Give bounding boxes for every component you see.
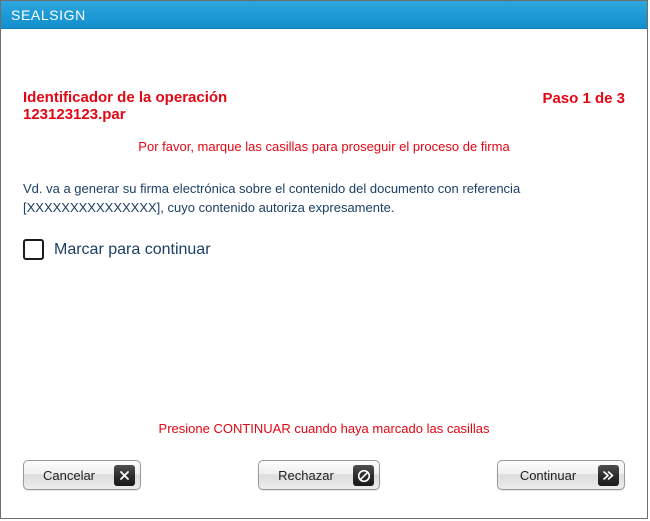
operation-identifier-value: 123123123.par [23,106,126,123]
reject-button[interactable] [258,460,380,490]
double-chevron-right-icon [598,465,619,486]
continue-checkbox-label[interactable]: Marcar para continuar [54,240,211,258]
window-titlebar [1,1,647,29]
no-entry-icon [353,465,374,486]
description-text [23,179,623,217]
description-line-2: [XXXXXXXXXXXXXXX], cuyo contenido autoriza expresamente. [23,200,395,215]
operation-identifier [23,89,227,123]
instruction-text: Por favor, marque las casillas para proseguir el proceso de firma [138,139,510,154]
cancel-button-label: Cancelar [42,467,96,483]
operation-identifier-label: Identificador de la operación [23,89,228,106]
close-x-icon [114,465,135,486]
reject-button-label: Rechazar [278,467,334,483]
operation-header [23,89,625,123]
continue-checkbox-row[interactable] [23,239,625,260]
cancel-button[interactable] [23,460,141,490]
step-indicator: Paso 1 de 3 [542,90,625,107]
description-line-1: Vd. va a generar su firma electrónica sobre el contenido del documento con referencia [23,181,521,196]
press-continue-note: Presione CONTINUAR cuando haya marcado las casillas [158,421,490,436]
dialog-footer [1,460,647,490]
continue-button-label: Continuar [519,467,577,483]
dialog-content [1,29,647,518]
window-title: SEALSIGN [11,6,86,23]
continue-checkbox[interactable] [23,239,44,260]
continue-button[interactable] [497,460,625,490]
